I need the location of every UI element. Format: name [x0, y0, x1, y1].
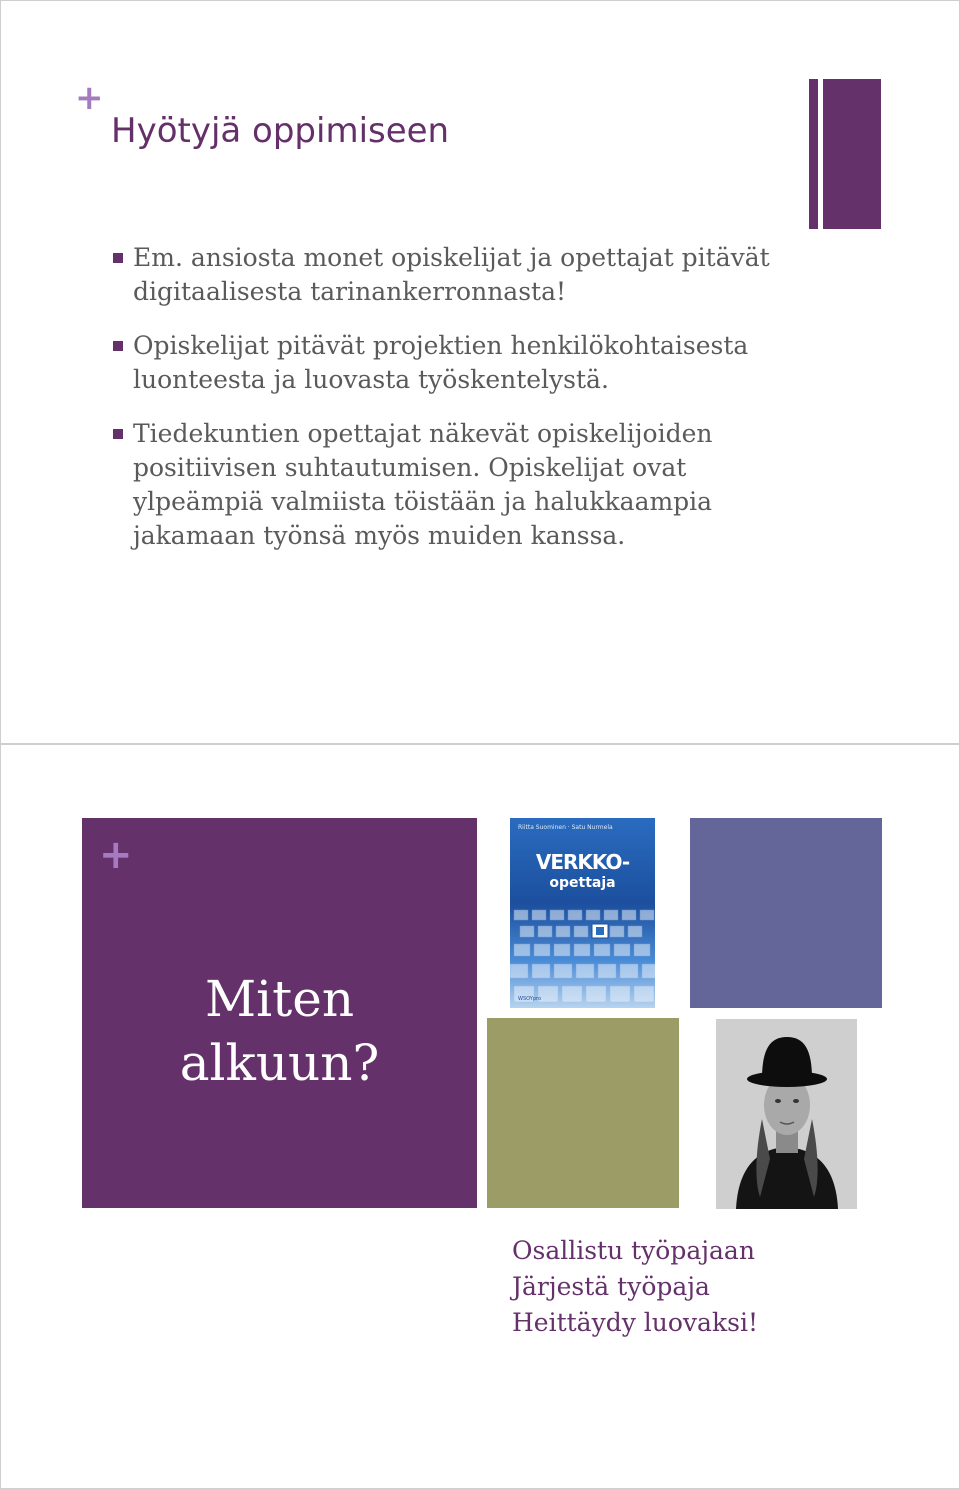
- book-cover-image: [510, 818, 655, 1008]
- book-publisher: WSOYpro: [518, 996, 542, 1002]
- bullet-square-icon: [113, 253, 123, 263]
- bullet-square-icon: [113, 341, 123, 351]
- plus-icon: +: [75, 78, 104, 118]
- heading-line: alkuun?: [179, 1034, 380, 1092]
- book-authors: Riitta Suominen · Satu Nurmela: [518, 824, 613, 831]
- bullet-text: Em. ansiosta monet opiskelijat ja opettajat pitävät digitaalisesta tarinankerronnasta!: [133, 243, 770, 306]
- olive-tile: [487, 1018, 679, 1208]
- bullet-list: [109, 241, 799, 573]
- plus-icon: +: [99, 832, 133, 878]
- portrait-photo: [716, 1019, 857, 1209]
- portrait-illustration: [716, 1019, 857, 1209]
- bullet-item: [109, 417, 799, 553]
- bullet-text: Opiskelijat pitävät projektien henkilökohtaisesta luonteesta ja luovasta työskentelystä.: [133, 331, 749, 394]
- cta-join-workshop: Osallistu työpajaan: [512, 1236, 755, 1265]
- slate-blue-tile: [690, 818, 882, 1008]
- slide-1: [0, 0, 960, 744]
- section-heading: [82, 967, 477, 1095]
- slide-2: [0, 744, 960, 1489]
- bullet-text: Tiedekuntien opettajat näkevät opiskelijoiden positiivisen suhtautumisen. Opiskelijat ovat ylpeämpiä valmiista töistään ja halukkaampia jakamaan työnsä myös muiden kanssa.: [133, 419, 713, 550]
- bullet-item: [109, 329, 799, 397]
- cta-organize-workshop: Järjestä työpaja: [512, 1272, 710, 1301]
- decorative-bar-thin: [809, 79, 818, 229]
- slide-title: Hyötyjä oppimiseen: [111, 111, 450, 151]
- bullet-square-icon: [113, 429, 123, 439]
- keyboard-illustration: [510, 906, 655, 1008]
- cta-be-creative: Heittäydy luovaksi!: [512, 1308, 758, 1337]
- book-subtitle: opettaja: [549, 875, 616, 891]
- heading-line: Miten: [204, 970, 355, 1028]
- bullet-item: [109, 241, 799, 309]
- book-title: VERKKO-: [535, 850, 630, 874]
- decorative-bar-thick: [823, 79, 881, 229]
